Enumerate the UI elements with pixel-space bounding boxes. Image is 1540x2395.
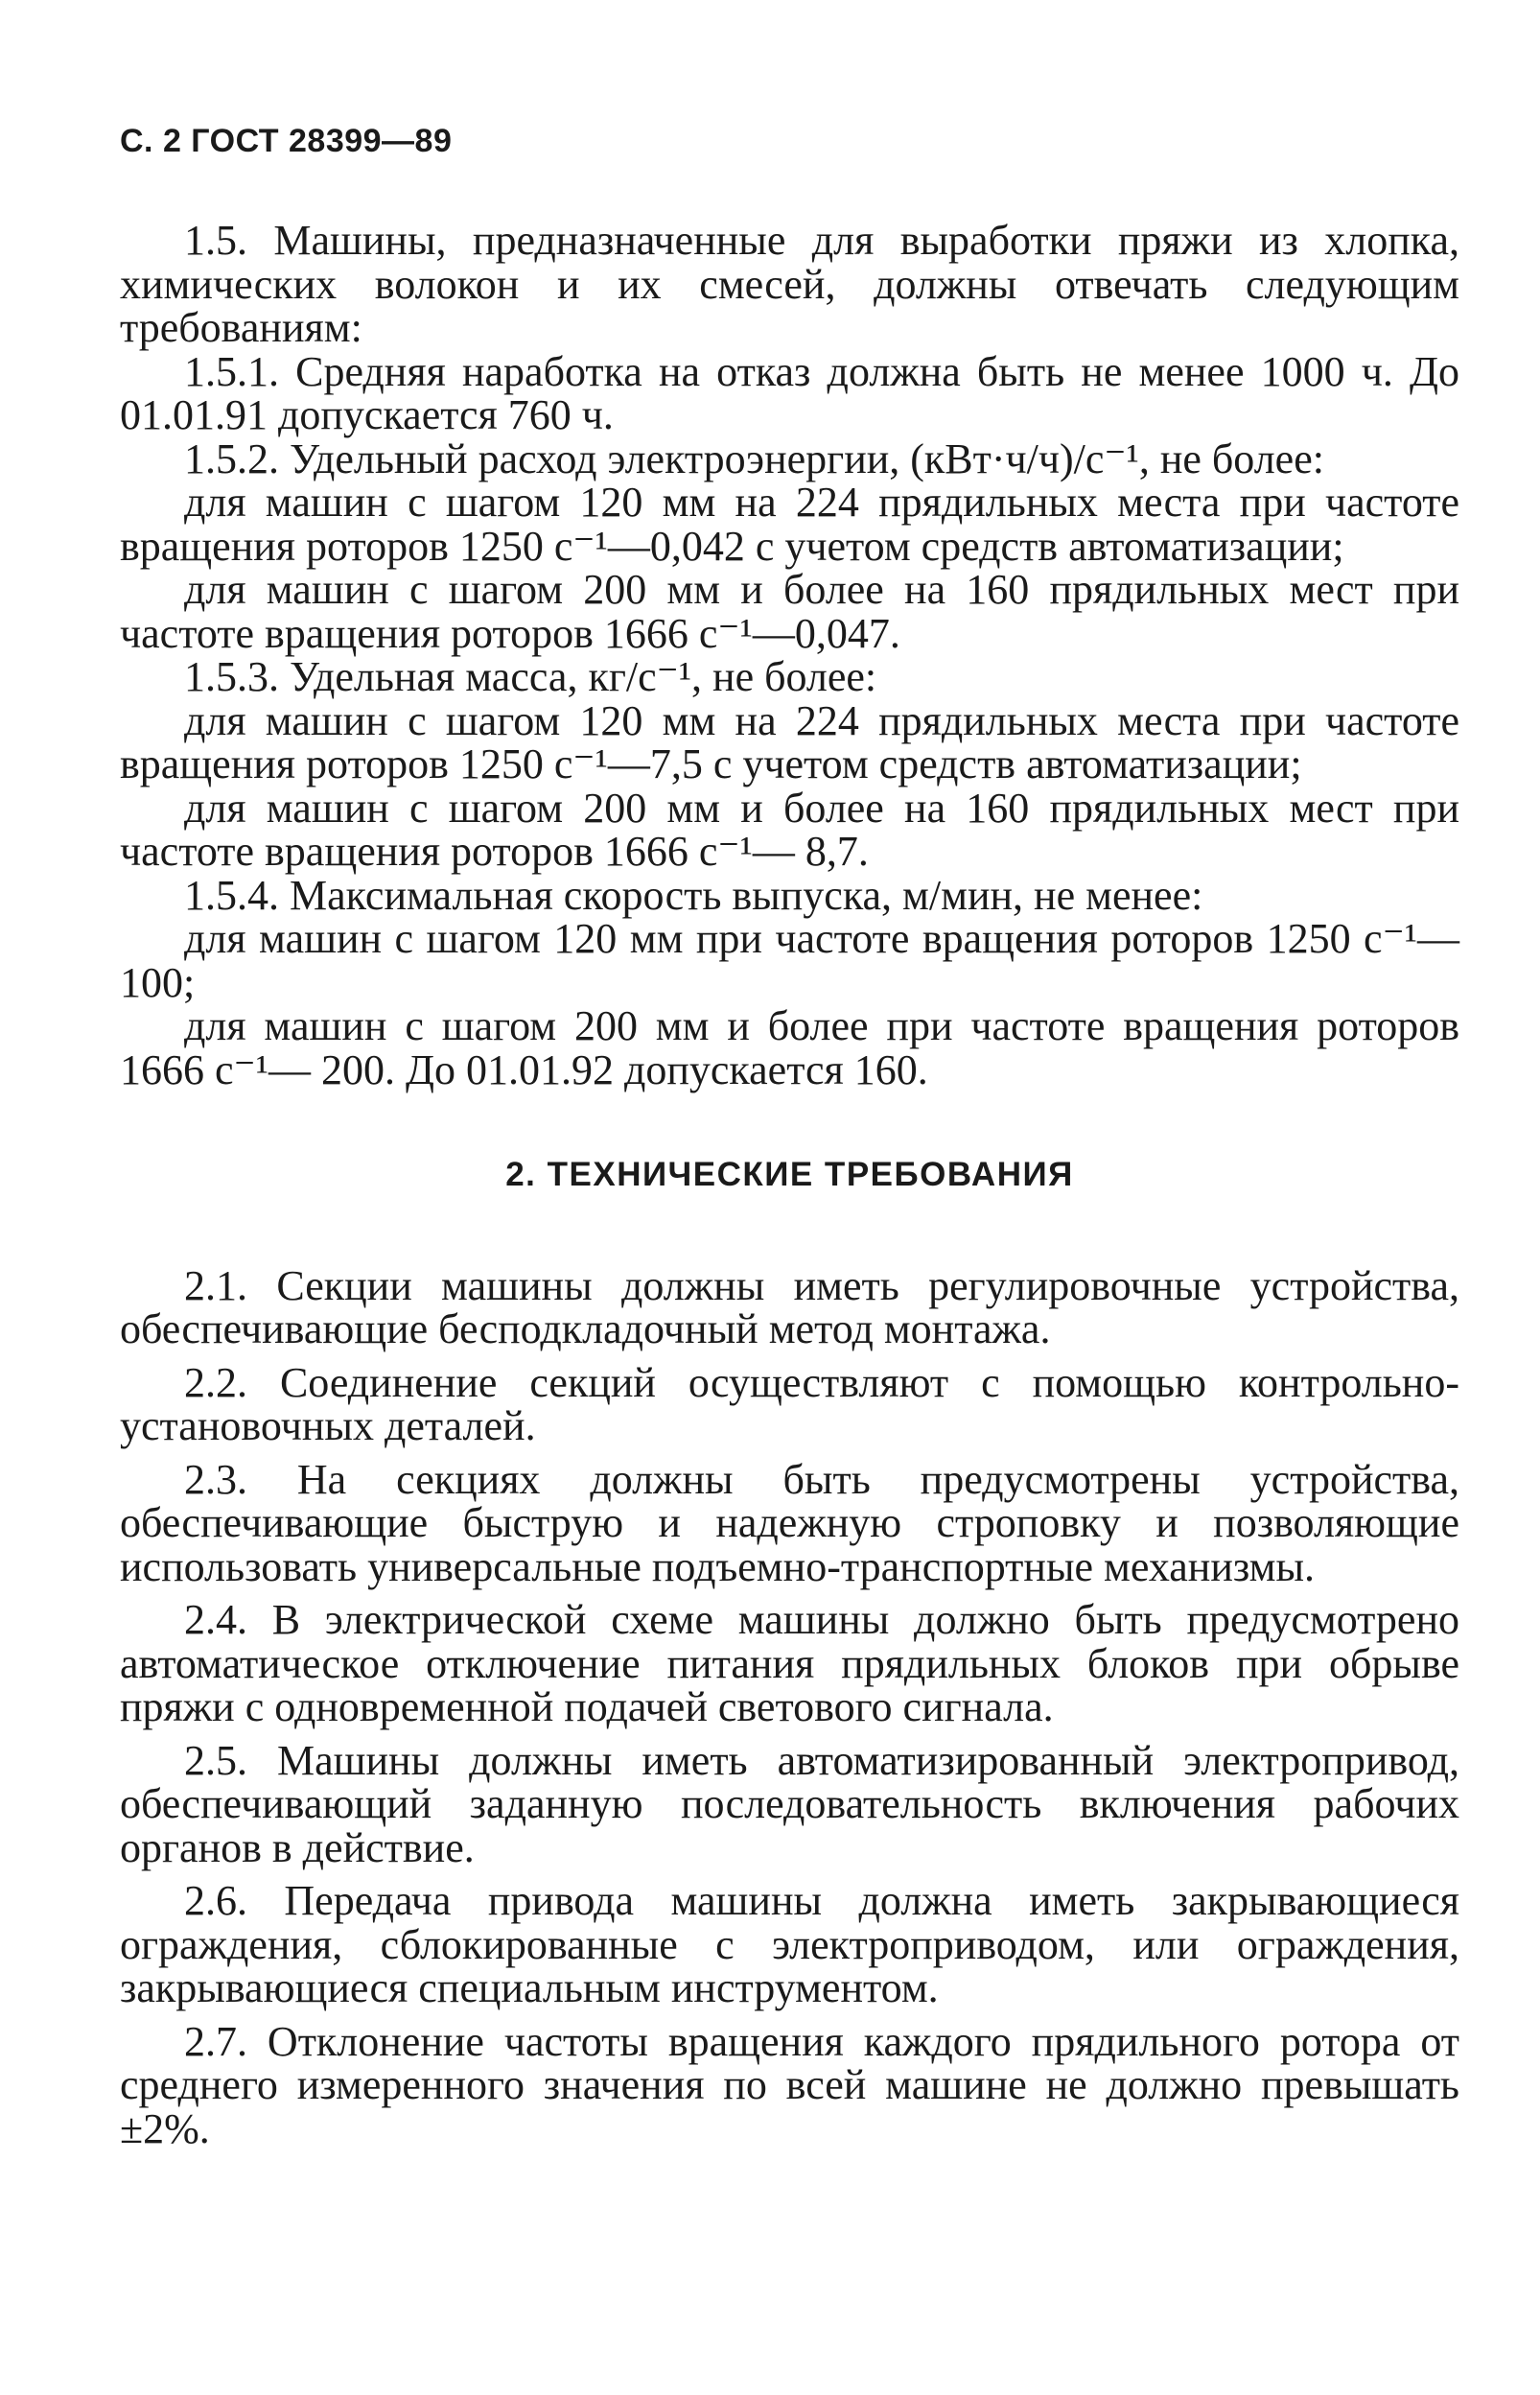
- clause-1-5-2-item-a: для машин с шагом 120 мм на 224 прядильных места при частоте вращения роторов 1250 с⁻¹—0,042 с учетом средств автоматизации;: [120, 479, 1459, 570]
- clause-1-5-4-item-b: для машин с шагом 200 мм и более при частоте вращения роторов 1666 с⁻¹— 200. До 01.01.92 допускается 160.: [120, 1002, 1459, 1093]
- clause-2-2: 2.2. Соединение секций осуществляют с помощью контрольно-установочных деталей.: [120, 1358, 1459, 1449]
- clause-2-7: 2.7. Отклонение частоты вращения каждого прядильного ротора от среднего измеренного значения по всей машине не должно превышать ±2%.: [120, 2017, 1459, 2152]
- clause-1-5-3-item-a: для машин с шагом 120 мм на 224 прядильных места при частоте вращения роторов 1250 с⁻¹—7,5 с учетом средств автоматизации;: [120, 696, 1459, 787]
- clause-1-5-4-item-a: для машин с шагом 120 мм при частоте вращения роторов 1250 с⁻¹— 100;: [120, 915, 1459, 1006]
- clause-2-4: 2.4. В электрической схеме машины должно быть предусмотрено автоматическое отключение питания прядильных блоков при обрыве пряжи с одновременной подачей светового сигнала.: [120, 1596, 1459, 1730]
- running-head: С. 2 ГОСТ 28399—89: [120, 123, 453, 159]
- section-heading: 2. ТЕХНИЧЕСКИЕ ТРЕБОВАНИЯ: [505, 1156, 1074, 1193]
- clause-1-5: 1.5. Машины, предназначенные для выработки пряжи из хлопка, химических волокон и их смесей, должны отвечать следующим требованиям:: [120, 217, 1459, 351]
- clause-2-1: 2.1. Секции машины должны иметь регулировочные устройства, обеспечивающие бесподкладочный метод монтажа.: [120, 1261, 1459, 1352]
- clause-2-5: 2.5. Машины должны иметь автоматизированный электропривод, обеспечивающий заданную последовательность включения рабочих органов в действие.: [120, 1736, 1459, 1871]
- clause-2-3: 2.3. На секциях должны быть предусмотрены устройства, обеспечивающие быструю и надежную строповку и позволяющие использовать универсальные подъемно-транспортные механизмы.: [120, 1455, 1459, 1590]
- clause-1-5-2: 1.5.2. Удельный расход электроэнергии, (кВт·ч/ч)/с⁻¹, не более:: [184, 434, 1324, 482]
- body-text: [120, 219, 1459, 2150]
- clause-1-5-3-item-b: для машин с шагом 200 мм и более на 160 прядильных мест при частоте вращения роторов 1666 с⁻¹— 8,7.: [120, 784, 1459, 875]
- clause-2-6: 2.6. Передача привода машины должна иметь закрывающиеся ограждения, сблокированные с электроприводом, или ограждения, закрывающиеся специальным инструментом.: [120, 1877, 1459, 2011]
- clause-1-5-1: 1.5.1. Средняя наработка на отказ должна быть не менее 1000 ч. До 01.01.91 допускается 760 ч.: [120, 347, 1459, 438]
- clause-1-5-2-item-b: для машин с шагом 200 мм и более на 160 прядильных мест при частоте вращения роторов 1666 с⁻¹—0,047.: [120, 566, 1459, 657]
- clause-1-5-4: 1.5.4. Максимальная скорость выпуска, м/мин, не менее:: [184, 871, 1203, 919]
- clause-1-5-3: 1.5.3. Удельная масса, кг/с⁻¹, не более:: [184, 653, 877, 700]
